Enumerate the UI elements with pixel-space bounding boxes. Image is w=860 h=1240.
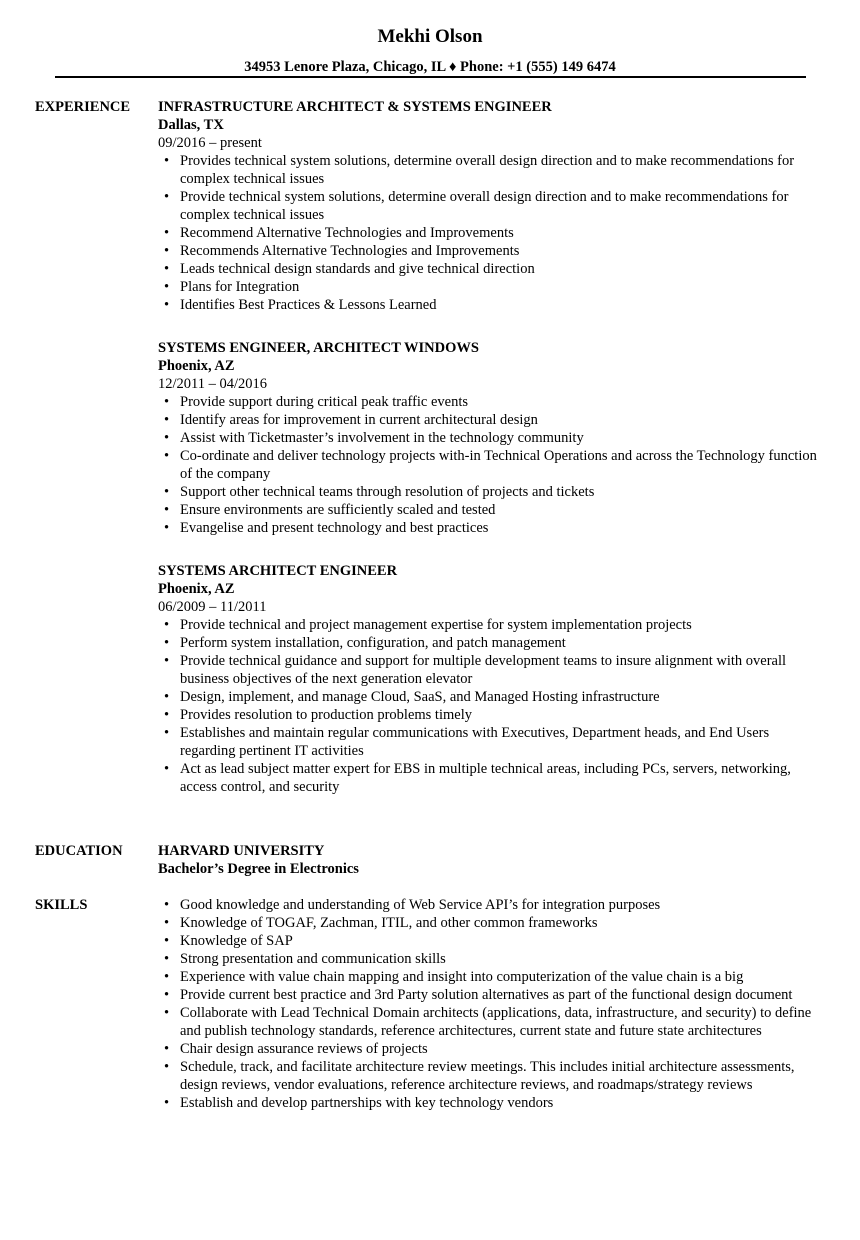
- job-list: [158, 98, 825, 821]
- school-name: HARVARD UNIVERSITY: [158, 843, 325, 859]
- list-item: • Schedule, track, and facilitate architecture review meetings. This includes initial architecture assessments, design reviews, vendor evaluations, reference architecture reviews, and roadmaps/strategy reviews: [158, 1058, 825, 1094]
- list-item: • Assist with Ticketmaster’s involvement in the technology community: [158, 429, 825, 447]
- section-label: EDUCATION: [35, 843, 123, 859]
- list-item: • Provide technical guidance and support for multiple development teams to insure alignment with overall business objectives of the next generation elevator: [158, 652, 825, 688]
- list-item: • Provide support during critical peak traffic events: [158, 393, 825, 411]
- list-item: • Chair design assurance reviews of projects: [158, 1040, 825, 1058]
- skills-list: [158, 896, 825, 1112]
- job-title: SYSTEMS ARCHITECT ENGINEER: [158, 563, 398, 579]
- list-item: • Collaborate with Lead Technical Domain architects (applications, data, infrastructure, and security) to define and publish technology standards, reference architectures, current state and future state architectures: [158, 1004, 825, 1040]
- list-item: • Design, implement, and manage Cloud, SaaS, and Managed Hosting infrastructure: [158, 688, 825, 706]
- degree: Bachelor’s Degree in Electronics: [158, 861, 359, 877]
- list-item: • Plans for Integration: [158, 278, 825, 296]
- job-dates: 06/2009 – 11/2011: [158, 599, 267, 615]
- job-dates: 12/2011 – 04/2016: [158, 376, 268, 392]
- list-item: • Provide technical and project management expertise for system implementation projects: [158, 616, 825, 634]
- list-item: • Knowledge of TOGAF, Zachman, ITIL, and other common frameworks: [158, 914, 825, 932]
- contact-info: 34953 Lenore Plaza, Chicago, IL ♦ Phone: +1 (555) 149 6474: [244, 59, 616, 75]
- job-dates: 09/2016 – present: [158, 135, 262, 151]
- job-location: Dallas, TX: [158, 117, 224, 133]
- list-item: • Strong presentation and communication skills: [158, 950, 825, 968]
- job-location: Phoenix, AZ: [158, 358, 235, 374]
- list-item: • Provide technical system solutions, determine overall design direction and to make recommendations for complex technical issues: [158, 188, 825, 224]
- resume-body: [35, 98, 825, 1112]
- list-item: • Provide current best practice and 3rd Party solution alternatives as part of the functional design document: [158, 986, 825, 1004]
- job-location: Phoenix, AZ: [158, 581, 235, 597]
- list-item: • Support other technical teams through resolution of projects and tickets: [158, 483, 825, 501]
- list-item: • Recommends Alternative Technologies and Improvements: [158, 242, 825, 260]
- candidate-name: Mekhi Olson: [377, 26, 483, 47]
- skills-section: [35, 896, 825, 1112]
- list-item: • Establish and develop partnerships with key technology vendors: [158, 1094, 825, 1112]
- job-entry: [158, 339, 825, 537]
- list-item: • Knowledge of SAP: [158, 932, 825, 950]
- job-title: SYSTEMS ENGINEER, ARCHITECT WINDOWS: [158, 340, 479, 356]
- header-divider: [55, 76, 806, 78]
- list-item: • Leads technical design standards and give technical direction: [158, 260, 825, 278]
- section-label: EXPERIENCE: [35, 99, 131, 115]
- list-item: • Ensure environments are sufficiently scaled and tested: [158, 501, 825, 519]
- list-item: • Evangelise and present technology and best practices: [158, 519, 825, 537]
- education-section: [35, 842, 825, 878]
- list-item: • Co-ordinate and deliver technology projects with-in Technical Operations and across the Technology function of the company: [158, 447, 825, 483]
- list-item: • Establishes and maintain regular communications with Executives, Department heads, and End Users regarding pertinent IT activities: [158, 724, 825, 760]
- job-bullets: [158, 393, 825, 537]
- list-item: • Provides resolution to production problems timely: [158, 706, 825, 724]
- list-item: • Provides technical system solutions, determine overall design direction and to make recommendations for complex technical issues: [158, 152, 825, 188]
- list-item: • Identify areas for improvement in current architectural design: [158, 411, 825, 429]
- list-item: • Good knowledge and understanding of Web Service API’s for integration purposes: [158, 896, 825, 914]
- job-entry: [158, 98, 825, 314]
- list-item: • Recommend Alternative Technologies and Improvements: [158, 224, 825, 242]
- list-item: • Act as lead subject matter expert for EBS in multiple technical areas, including PCs, servers, networking, access control, and security: [158, 760, 825, 796]
- education-body: [158, 842, 825, 878]
- experience-section: [35, 98, 825, 821]
- job-title: INFRASTRUCTURE ARCHITECT & SYSTEMS ENGINEER: [158, 99, 552, 115]
- list-item: • Perform system installation, configuration, and patch management: [158, 634, 825, 652]
- section-label: SKILLS: [35, 897, 88, 913]
- job-entry: [158, 562, 825, 796]
- list-item: • Identifies Best Practices & Lessons Learned: [158, 296, 825, 314]
- skills-body: [158, 896, 825, 1112]
- job-bullets: [158, 152, 825, 314]
- job-bullets: [158, 616, 825, 796]
- list-item: • Experience with value chain mapping and insight into computerization of the value chain is a big: [158, 968, 825, 986]
